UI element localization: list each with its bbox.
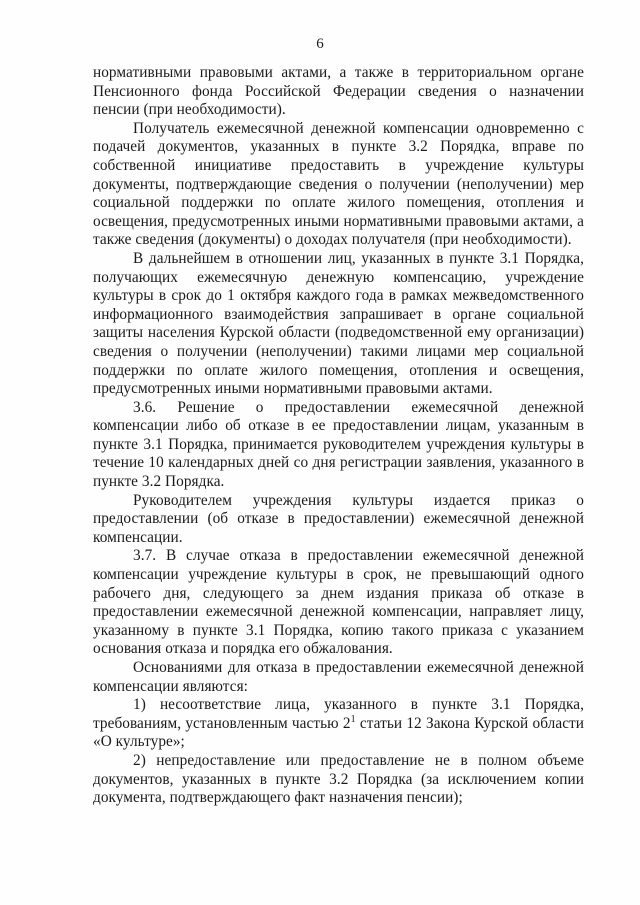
list-item-1-text: 1) несоответствие лица, указанного в пункте 3.1 Порядка, требованиям, установленным частью 2 (93, 696, 584, 732)
paragraph: В дальнейшем в отношении лиц, указанных в пункте 3.1 Порядка, получающих ежемесячную денежную компенсацию, учреждение культуры в срок до 1 октября каждого года в рамках межведомственного информационного взаимодействия запрашивает в органе социальной защиты населения Курской области (подведомственной ему организации) сведения о получении (неполучении) такими лицами мер социальной поддержки по оплате жилого помещения, отопления и освещения, предусмотренных иными нормативными правовыми актами. (93, 249, 584, 398)
superscript: 1 (350, 713, 356, 725)
paragraph: Основаниями для отказа в предоставлении ежемесячной денежной компенсации являются: (93, 659, 584, 695)
list-item-1-text-end: статьи 12 Закона Курской области «О культуре»; (93, 714, 585, 751)
paragraph: нормативными правовыми актами, а также в территориальном органе Пенсионного фонда Российской Федерации сведения о назначении пенсии (при необходимости). (93, 64, 584, 119)
list-item-1 (93, 696, 584, 752)
paragraph: Получатель ежемесячной денежной компенсации одновременно с подачей документов, указанных в пункте 3.2 Порядка, вправе по собственной инициативе предоставить в учреждение культуры документы, подтверждающие сведения о получении (неполучении) мер социальной поддержки по оплате жилого помещения, отопления и освещения, предусмотренных иными нормативными правовыми актами, а также сведения (документы) о доходах получателя (при необходимости). (93, 119, 584, 249)
list-item-2: 2) непредоставление или предоставление не в полном объеме документов, указанных в пункте 3.2 Порядка (за исключением копии документа, подтверждающего факт назначения пенсии); (93, 751, 584, 807)
paragraph-section-3-6: 3.6. Решение о предоставлении ежемесячной денежной компенсации либо об отказе в ее предоставлении лицам, указанным в пункте 3.1 Порядка, принимается руководителем учреждения культуры в течение 10 календарных дней со дня регистрации заявления, указанного в пункте 3.2 Порядка. (93, 398, 584, 491)
document-body (93, 64, 584, 808)
paragraph: Руководителем учреждения культуры издается приказ о предоставлении (об отказе в предоставлении) ежемесячной денежной компенсации. (93, 491, 584, 546)
page-number: 6 (316, 36, 324, 52)
paragraph-section-3-7: 3.7. В случае отказа в предоставлении ежемесячной денежной компенсации учреждение культуры в срок, не превышающий одного рабочего дня, следующего за днем издания приказа об отказе в предоставлении ежемесячной денежной компенсации, направляет лицу, указанному в пункте 3.1 Порядка, копию такого приказа с указанием основания отказа и порядка его обжалования. (93, 547, 584, 658)
